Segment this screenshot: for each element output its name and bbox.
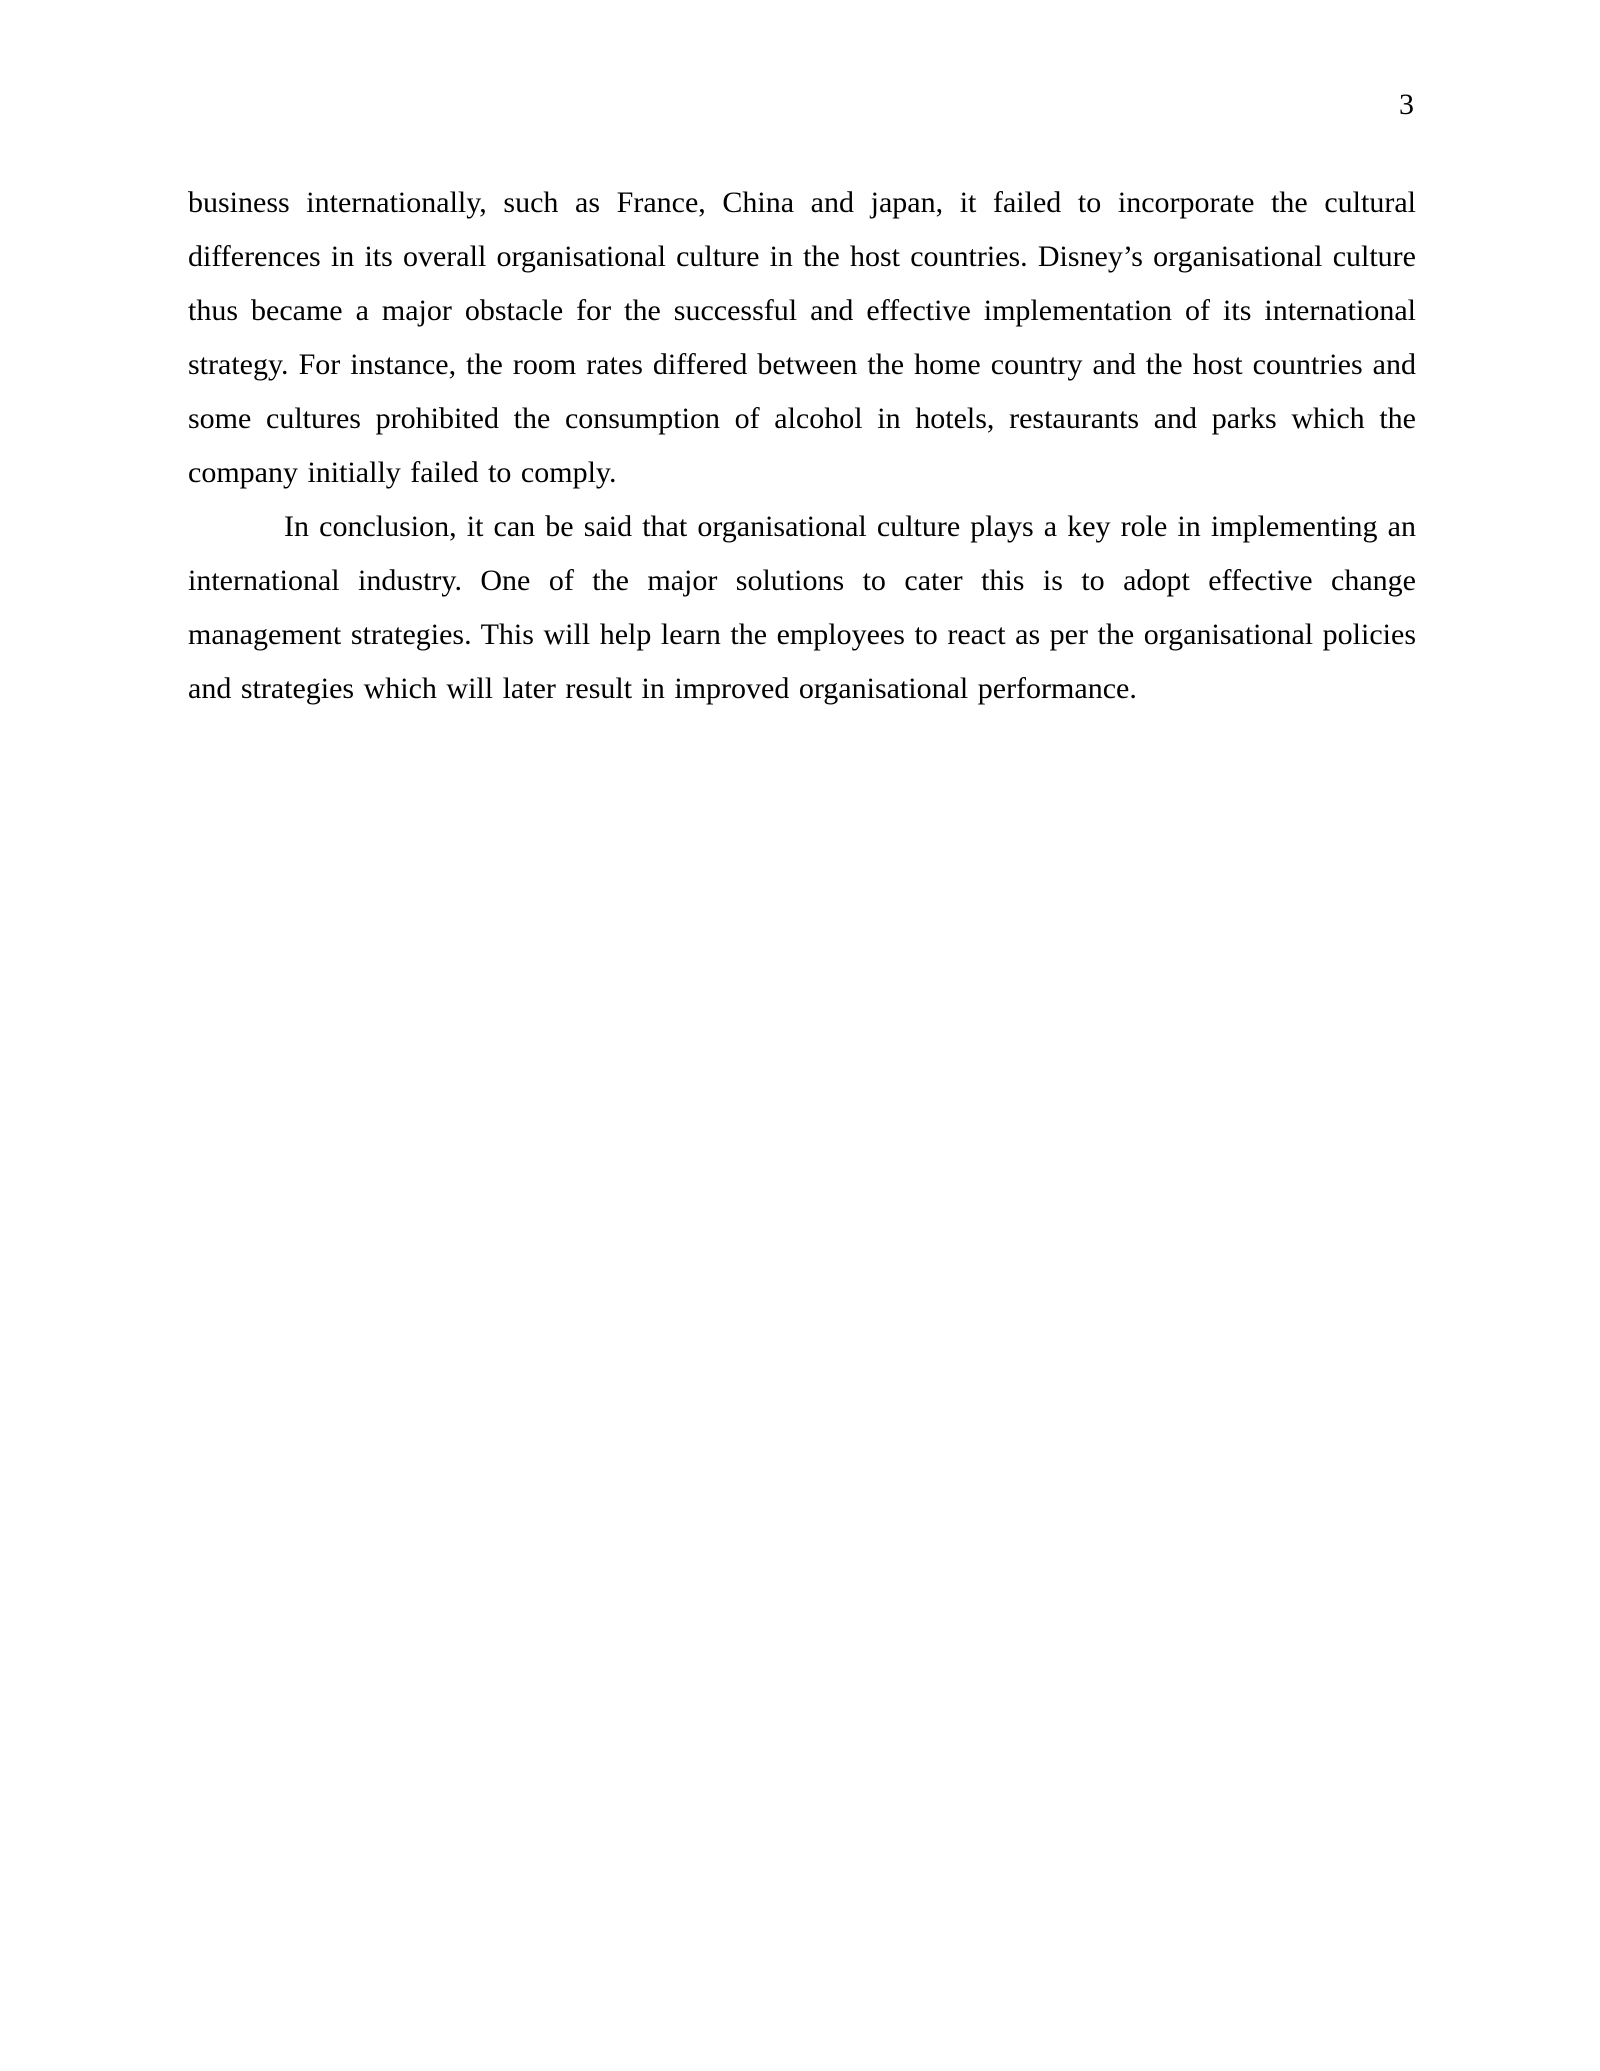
document-body: [188, 176, 1416, 716]
paragraph-disney-culture: business internationally, such as France, China and japan, it failed to incorporate the cultural differences in its overall organisational culture in the host countries. Disney’s organisational culture thus became a major obstacle for the successful and effective implementation of its international strategy. For instance, the room rates differed between the home country and the host countries and some cultures prohibited the consumption of alcohol in hotels, restaurants and parks which the company initially failed to comply.: [188, 186, 1416, 489]
paragraph-conclusion: In conclusion, it can be said that organisational culture plays a key role in implementing an international industry. One of the major solutions to cater this is to adopt effective change management strategies. This will help learn the employees to react as per the organisational policies and strategies which will later result in improved organisational performance.: [188, 510, 1416, 705]
page-number: 3: [1399, 88, 1414, 121]
